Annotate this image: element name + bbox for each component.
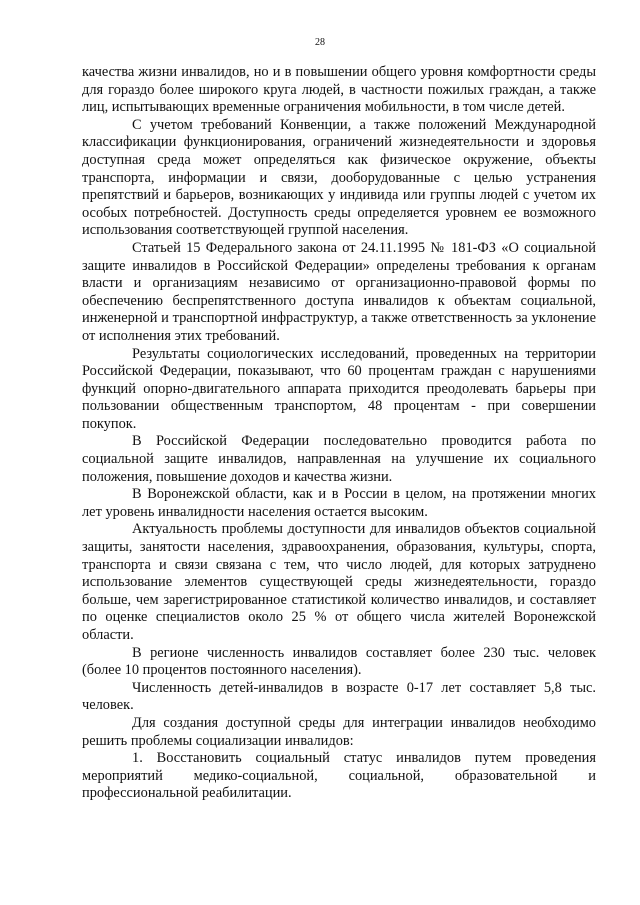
paragraph-9: Численность детей-инвалидов в возрасте 0-17 лет составляет 5,8 тыс. человек. xyxy=(82,679,596,714)
paragraph-1: качества жизни инвалидов, но и в повышении общего уровня комфортности среды для гораздо более широкого круга людей, в частности пожилых граждан, а также лиц, испытывающих временные ограничения мобильности, в том числе детей. xyxy=(82,64,596,116)
paragraph-4: Результаты социологических исследований, проведенных на территории Российской Федерации, показывают, что 60 процентам граждан с нарушениями функций опорно-двигательного аппарата приходится преодолевать барьеры при пользовании общественным транспортом, 48 процентам - при совершении покупок. xyxy=(82,345,596,432)
paragraph-2: С учетом требований Конвенции, а также положений Международной классификации функционирования, ограничений жизнедеятельности и здоровья доступная среда может определяться как физическое окружение, объекты транспорта, информации и связи, дооборудованные с целью устранения препятствий и барьеров, возникающих у индивида или группы людей с учетом их особых потребностей. Доступность среды определяется уровнем ее возможного использования соответствующей группой населения. xyxy=(82,116,596,239)
paragraph-10: Для создания доступной среды для интеграции инвалидов необходимо решить проблемы социализации инвалидов: xyxy=(82,714,596,749)
document-body xyxy=(82,64,596,803)
paragraph-3: Статьей 15 Федерального закона от 24.11.1995 № 181-ФЗ «О социальной защите инвалидов в Российской Федерации» определены требования к органам власти и организациям независимо от организационно-правовой формы по обеспечению беспрепятственного доступа инвалидов к объектам социальной, инженерной и транспортной инфраструктур, а также ответственность за уклонение от исполнения этих требований. xyxy=(82,239,596,344)
page-number: 28 xyxy=(315,37,325,48)
paragraph-7: Актуальность проблемы доступности для инвалидов объектов социальной защиты, занятости населения, здравоохранения, образования, культуры, спорта, транспорта и связи связана с тем, что число людей, для которых затруднено использование элементов существующей среды жизнедеятельности, гораздо больше, чем зарегистрированное статистикой количество инвалидов, и составляет по оценке специалистов около 25 % от общего числа жителей Воронежской области. xyxy=(82,521,596,643)
paragraph-8: В регионе численность инвалидов составляет более 230 тыс. человек (более 10 процентов постоянного населения). xyxy=(82,644,596,679)
paragraph-5: В Российской Федерации последовательно проводится работа по социальной защите инвалидов, направленная на улучшение их социального положения, повышение доходов и качества жизни. xyxy=(82,433,596,485)
paragraph-11: 1. Восстановить социальный статус инвалидов путем проведения мероприятий медико-социальной, социальной, образовательной и профессиональной реабилитации. xyxy=(82,750,596,802)
paragraph-6: В Воронежской области, как и в России в целом, на протяжении многих лет уровень инвалидности населения остается высоким. xyxy=(82,486,596,520)
